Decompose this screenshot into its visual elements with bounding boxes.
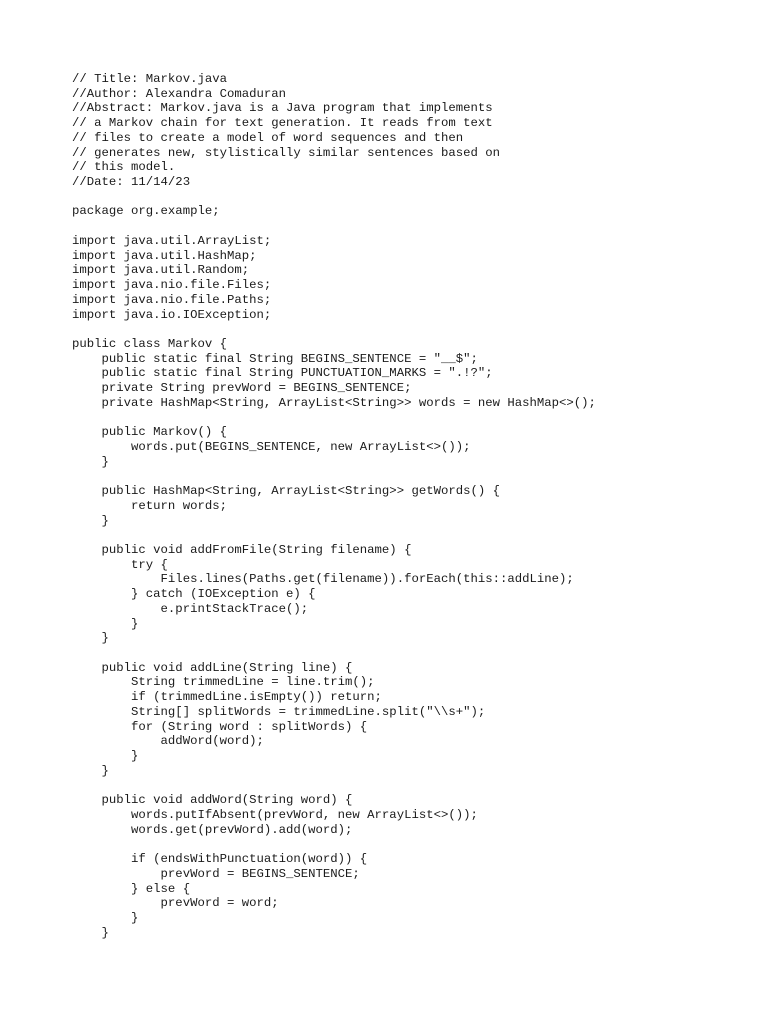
code-line: words.putIfAbsent(prevWord, new ArrayList<>()); [72, 807, 478, 822]
code-line: for (String word : splitWords) { [72, 719, 368, 734]
code-line: } [72, 910, 139, 925]
source-code-listing [72, 72, 596, 940]
code-line: private HashMap<String, ArrayList<String>> words = new HashMap<>(); [72, 395, 596, 410]
code-line: } [72, 616, 139, 631]
code-line: public void addFromFile(String filename) { [72, 543, 412, 557]
code-line: public static final String PUNCTUATION_MARKS = ".!?"; [72, 366, 493, 381]
code-line: // a Markov chain for text generation. It reads from text [72, 116, 493, 131]
code-line: package org.example; [72, 204, 220, 219]
code-line: e.printStackTrace(); [72, 601, 309, 616]
code-line: //Date: 11/14/23 [72, 175, 191, 190]
code-line: prevWord = word; [72, 896, 279, 911]
code-line: } [72, 631, 109, 646]
code-line: import java.nio.file.Paths; [72, 292, 272, 307]
code-line: try { [72, 557, 168, 572]
code-line: } catch (IOException e) { [72, 587, 316, 602]
code-line: Files.lines(Paths.get(filename)).forEach(this::addLine); [72, 572, 574, 587]
code-line: import java.util.Random; [72, 263, 250, 278]
code-line: public HashMap<String, ArrayList<String>> getWords() { [72, 484, 501, 499]
code-line: // files to create a model of word sequences and then [72, 130, 464, 145]
code-line: } [72, 925, 109, 940]
code-line [72, 411, 596, 426]
code-line [72, 469, 596, 484]
code-line: return words; [72, 498, 227, 513]
code-line: } [72, 513, 109, 528]
code-line: public static final String BEGINS_SENTENCE = "__$"; [72, 351, 478, 366]
code-line: words.put(BEGINS_SENTENCE, new ArrayList<>()); [72, 439, 471, 454]
code-line: public void addLine(String line) { [72, 660, 353, 675]
code-line: // generates new, stylistically similar sentences based on [72, 145, 501, 160]
code-line [72, 190, 596, 205]
code-line [72, 322, 596, 337]
code-line [72, 219, 596, 234]
code-line: //Abstract: Markov.java is a Java program that implements [72, 101, 493, 116]
code-line [72, 646, 596, 661]
code-line: if (trimmedLine.isEmpty()) return; [72, 690, 382, 705]
code-line: if (endsWithPunctuation(word)) { [72, 852, 368, 867]
code-line: } [72, 763, 109, 778]
code-line: // Title: Markov.java [72, 72, 227, 86]
code-line: words.get(prevWord).add(word); [72, 822, 353, 837]
code-line: import java.util.ArrayList; [72, 233, 272, 248]
code-line: String trimmedLine = line.trim(); [72, 675, 375, 690]
code-line: } else { [72, 881, 191, 896]
code-line [72, 837, 596, 852]
code-line: import java.util.HashMap; [72, 248, 257, 263]
code-line [72, 528, 596, 543]
code-line: import java.nio.file.Files; [72, 278, 272, 293]
code-line: public void addWord(String word) { [72, 793, 353, 808]
code-line: addWord(word); [72, 734, 264, 749]
code-line [72, 779, 596, 794]
code-line: private String prevWord = BEGINS_SENTENCE; [72, 381, 412, 396]
code-line: public Markov() { [72, 425, 227, 440]
code-line: //Author: Alexandra Comaduran [72, 86, 287, 101]
code-line: import java.io.IOException; [72, 307, 272, 322]
code-line: } [72, 749, 139, 764]
code-line: prevWord = BEGINS_SENTENCE; [72, 866, 360, 881]
code-line: // this model. [72, 160, 176, 175]
code-line: } [72, 454, 109, 469]
code-line: public class Markov { [72, 336, 227, 351]
code-line: String[] splitWords = trimmedLine.split("\\s+"); [72, 704, 486, 719]
